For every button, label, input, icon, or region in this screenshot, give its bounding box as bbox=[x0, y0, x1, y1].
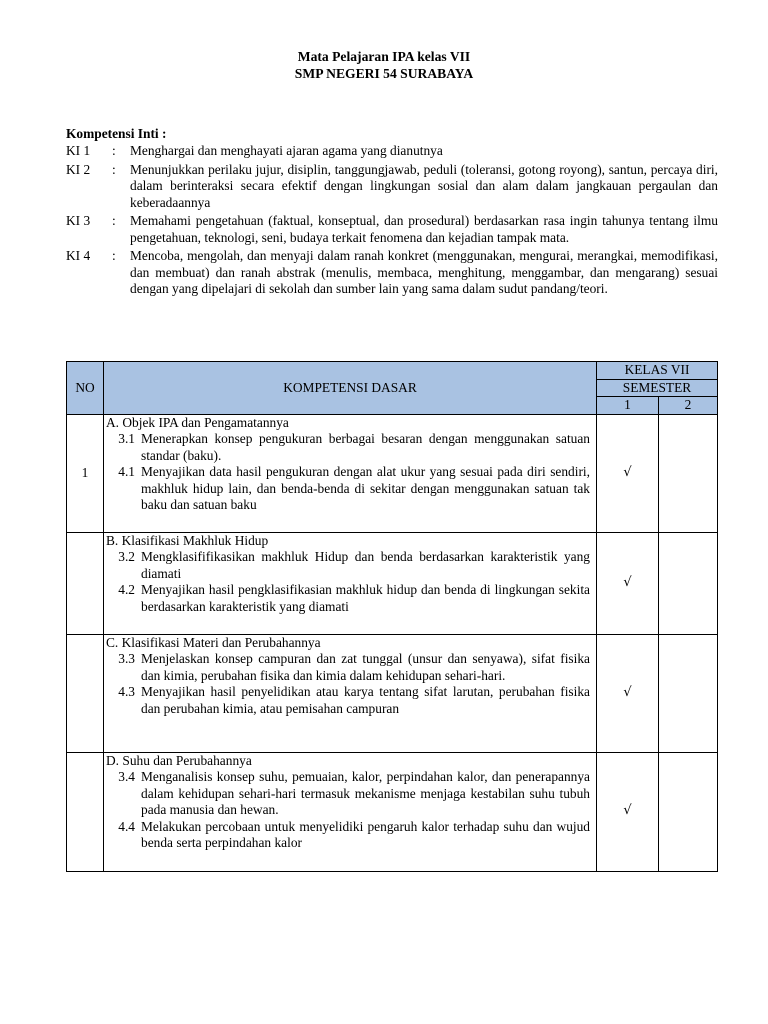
document-title bbox=[0, 48, 768, 82]
header-semester: SEMESTER bbox=[597, 379, 718, 397]
kd-item bbox=[106, 769, 590, 819]
check-mark-semester-1: √ bbox=[597, 532, 659, 634]
ki-separator: : bbox=[112, 161, 116, 177]
kd-number: 4.2 bbox=[118, 582, 135, 597]
header-no: NO bbox=[67, 362, 104, 415]
row-number: 1 bbox=[67, 414, 104, 532]
title-school: SMP NEGERI 54 SURABAYA bbox=[294, 66, 474, 81]
section-title: A. Objek IPA dan Pengamatannya bbox=[106, 414, 289, 430]
kd-cell bbox=[104, 532, 597, 634]
ki-item bbox=[66, 143, 718, 160]
kd-number: 4.1 bbox=[118, 464, 135, 479]
ki-text: Mencoba, mengolah, dan menyaji dalam ranah konkret (menggunakan, mengurai, merangkai, memodifikasi, dan membuat) dan ranah abstrak (menulis, membaca, menghitung, menggambar, dan mengarang) sesuai dengan yang dipelajari di sekolah dan sumber lain yang sama dalam sudut pandang/teori. bbox=[130, 248, 718, 296]
kd-number: 4.3 bbox=[118, 684, 135, 699]
kd-number: 3.3 bbox=[118, 651, 135, 666]
kd-cell bbox=[104, 634, 597, 752]
kd-text: Menerapkan konsep pengukuran berbagai besaran dengan menggunakan satuan standar (baku). bbox=[141, 431, 590, 463]
semester-2-cell bbox=[659, 752, 718, 871]
kd-text: Menyajikan data hasil pengukuran dengan alat ukur yang sesuai pada diri sendiri, makhluk hidup lain, dan benda-benda di sekitar dengan menggunakan satuan tak baku dan satuan baku bbox=[141, 464, 590, 512]
ki-code: KI 4 bbox=[66, 248, 91, 263]
table-row bbox=[67, 532, 718, 634]
kd-item bbox=[106, 431, 590, 464]
kd-item bbox=[106, 651, 590, 684]
check-mark-semester-1: √ bbox=[597, 634, 659, 752]
header-semester-2: 2 bbox=[659, 397, 718, 415]
header-semester-1: 1 bbox=[597, 397, 659, 415]
kd-text: Menganalisis konsep suhu, pemuaian, kalor, perpindahan kalor, dan penerapannya dalam kehidupan sehari-hari termasuk mekanisme menjaga kestabilan suhu tubuh pada manusia dan hewan. bbox=[141, 769, 590, 817]
header-kompetensi-dasar: KOMPETENSI DASAR bbox=[104, 362, 597, 415]
check-mark-semester-1: √ bbox=[597, 414, 659, 532]
semester-2-cell bbox=[659, 634, 718, 752]
ki-separator: : bbox=[112, 143, 116, 158]
table-row bbox=[67, 414, 718, 532]
kd-item bbox=[106, 549, 590, 582]
ki-separator: : bbox=[112, 248, 116, 263]
kd-number: 4.4 bbox=[118, 818, 135, 834]
table-row bbox=[67, 752, 718, 871]
kd-text: Menjelaskan konsep campuran dan zat tunggal (unsur dan senyawa), sifat fisika dan kimia, perubahan fisika dan kimia dalam kehidupan sehari-hari. bbox=[141, 651, 590, 683]
kd-item bbox=[106, 582, 590, 615]
ki-text: Memahami pengetahuan (faktual, konseptual, dan prosedural) berdasarkan rasa ingin tahunya tentang ilmu pengetahuan, teknologi, seni, budaya terkait fenomena dan kejadian tampak mata. bbox=[130, 213, 718, 245]
semester-2-cell bbox=[659, 532, 718, 634]
ki-item bbox=[66, 162, 718, 212]
semester-2-cell bbox=[659, 414, 718, 532]
kd-item bbox=[106, 684, 590, 717]
kompetensi-inti-list bbox=[66, 143, 718, 300]
kd-text: Menyajikan hasil penyelidikan atau karya tentang sifat larutan, perubahan fisika dan perubahan kimia, atau pemisahan campuran bbox=[141, 684, 590, 716]
kd-number: 3.2 bbox=[118, 549, 135, 564]
ki-text: Menunjukkan perilaku jujur, disiplin, tanggungjawab, peduli (toleransi, gotong royong), santun, percaya diri, dalam berinteraksi secara efektif dengan lingkungan sosial dan alam dalam jangkauan pergaulan dan keberadaannya bbox=[130, 161, 718, 210]
section-title: B. Klasifikasi Makhluk Hidup bbox=[106, 532, 269, 548]
kd-text: Mengklasififikasikan makhluk Hidup dan benda berdasarkan karakteristik yang diamati bbox=[141, 549, 590, 581]
ki-item bbox=[66, 248, 718, 298]
kompetensi-inti-heading: Kompetensi Inti : bbox=[66, 126, 167, 141]
section-title: D. Suhu dan Perubahannya bbox=[106, 752, 252, 768]
section-title: C. Klasifikasi Materi dan Perubahannya bbox=[106, 634, 321, 650]
check-mark-semester-1: √ bbox=[597, 752, 659, 871]
kd-cell bbox=[104, 752, 597, 871]
ki-separator: : bbox=[112, 213, 116, 228]
ki-text: Menghargai dan menghayati ajaran agama yang dianutnya bbox=[130, 143, 443, 158]
row-number bbox=[67, 752, 104, 871]
kd-number: 3.1 bbox=[118, 431, 135, 446]
row-number bbox=[67, 634, 104, 752]
kd-text: Menyajikan hasil pengklasifikasian makhluk hidup dan benda di lingkungan sekita berdasarkan karakteristik yang diamati bbox=[141, 582, 590, 614]
table-row bbox=[67, 634, 718, 752]
ki-code: KI 2 bbox=[66, 161, 91, 177]
ki-code: KI 1 bbox=[66, 143, 91, 158]
kd-number: 3.4 bbox=[118, 769, 135, 784]
kd-cell bbox=[104, 414, 597, 532]
row-number bbox=[67, 532, 104, 634]
kd-text: Melakukan percobaan untuk menyelidiki pengaruh kalor terhadap suhu dan wujud benda serta perpindahan kalor bbox=[141, 818, 590, 850]
ki-item bbox=[66, 213, 718, 246]
header-kelas: KELAS VII bbox=[597, 362, 718, 380]
kompetensi-dasar-table bbox=[66, 361, 718, 872]
title-subject: Mata Pelajaran IPA kelas VII bbox=[297, 49, 471, 64]
ki-code: KI 3 bbox=[66, 213, 91, 228]
kd-item bbox=[106, 464, 590, 514]
kd-item bbox=[106, 819, 590, 852]
